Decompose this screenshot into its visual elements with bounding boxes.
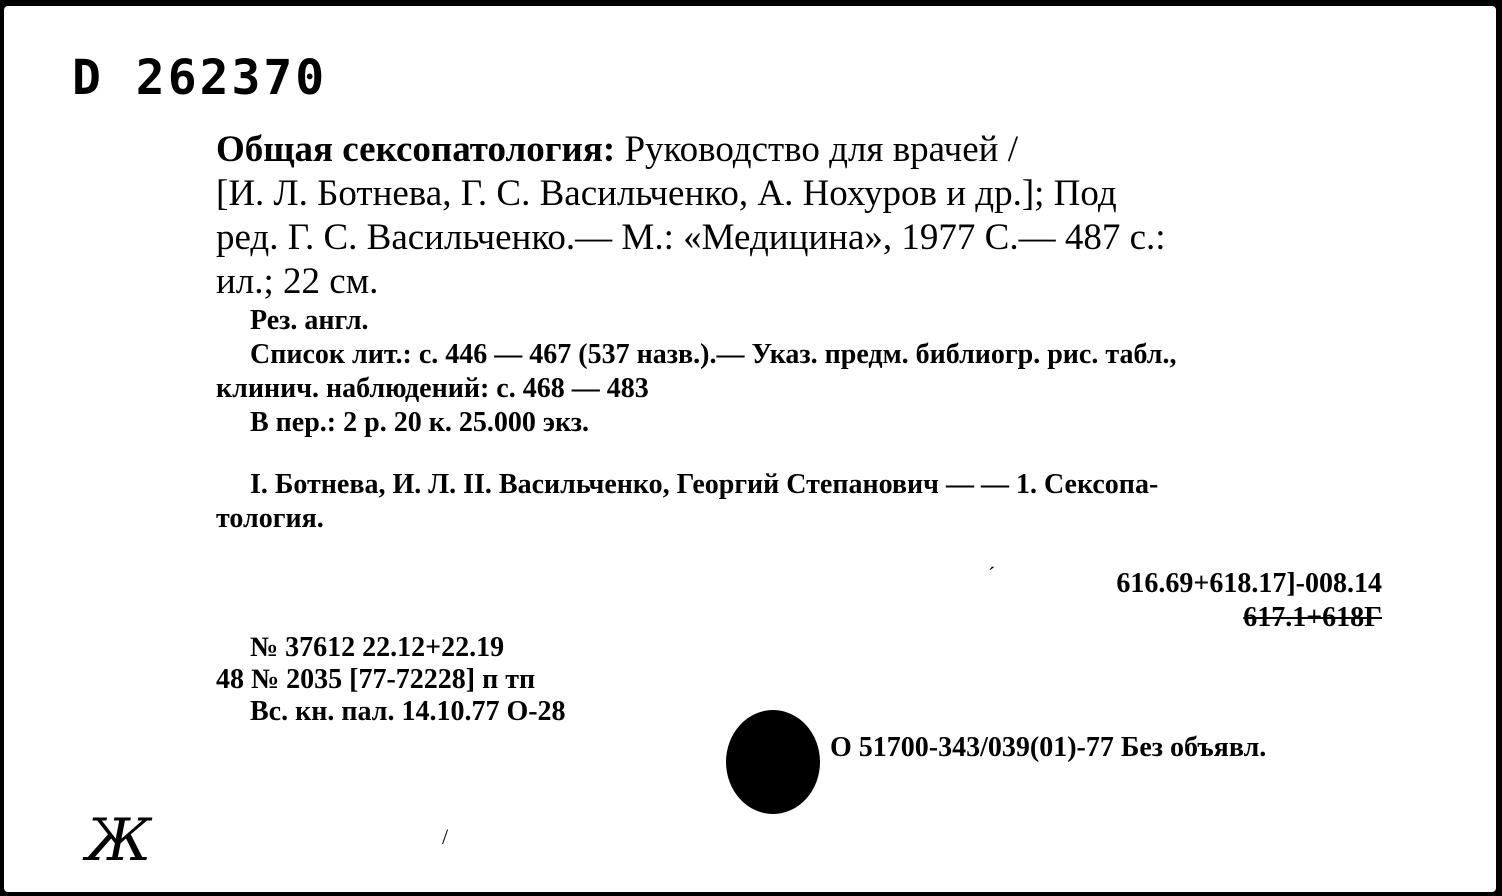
udc-code: 616.69+618.17]-008.14 <box>1116 568 1382 599</box>
note-refs-1: Список лит.: с. 446 — 467 (537 назв.).— Указ. предм. библиогр. рис. табл., <box>250 339 1177 370</box>
notes-block <box>216 304 1386 440</box>
title-line <box>216 128 1384 172</box>
tech-line-2: 48 № 2035 [77-72228] п тп <box>216 664 536 695</box>
catalog-card <box>4 6 1496 892</box>
note-binding: В пер.: 2 р. 20 к. 25.000 экз. <box>250 407 589 438</box>
handwritten-mark: Ж <box>86 806 152 874</box>
subjects-line-1: I. Ботнева, И. Л. II. Васильченко, Георгий Степанович — — 1. Сексопа- <box>250 469 1159 500</box>
tech-line-3: Вс. кн. пал. 14.10.77 О-28 <box>250 696 566 727</box>
tech-line-1: № 37612 22.12+22.19 <box>250 632 505 663</box>
authors-line: [И. Л. Ботнева, Г. С. Васильченко, А. Нохуров и др.]; Под <box>216 173 1117 214</box>
bibliographic-entry <box>216 128 1384 304</box>
card-number: D 262370 <box>72 50 328 106</box>
publication-line: ред. Г. С. Васильченко.— М.: «Медицина», 1977 С.— 487 с.: <box>216 217 1166 258</box>
note-resume: Рез. англ. <box>250 305 369 336</box>
technical-data <box>216 632 566 728</box>
udc-code-struck: 617.1+618Г <box>1243 602 1382 633</box>
punched-hole <box>726 710 820 814</box>
physical-description: ил.; 22 см. <box>216 261 379 302</box>
title-bold: Общая сексопатология: <box>216 129 616 170</box>
price-code: О 51700-343/039(01)-77 Без объявл. <box>830 732 1267 763</box>
note-refs-2: клинич. наблюдений: с. 468 — 483 <box>216 373 649 404</box>
subjects-line-2: тология. <box>216 503 324 534</box>
pen-tick: / <box>442 824 449 849</box>
subject-entries <box>216 468 1386 536</box>
title-rest: Руководство для врачей / <box>624 129 1018 170</box>
pen-mark: ˊ <box>988 562 996 587</box>
